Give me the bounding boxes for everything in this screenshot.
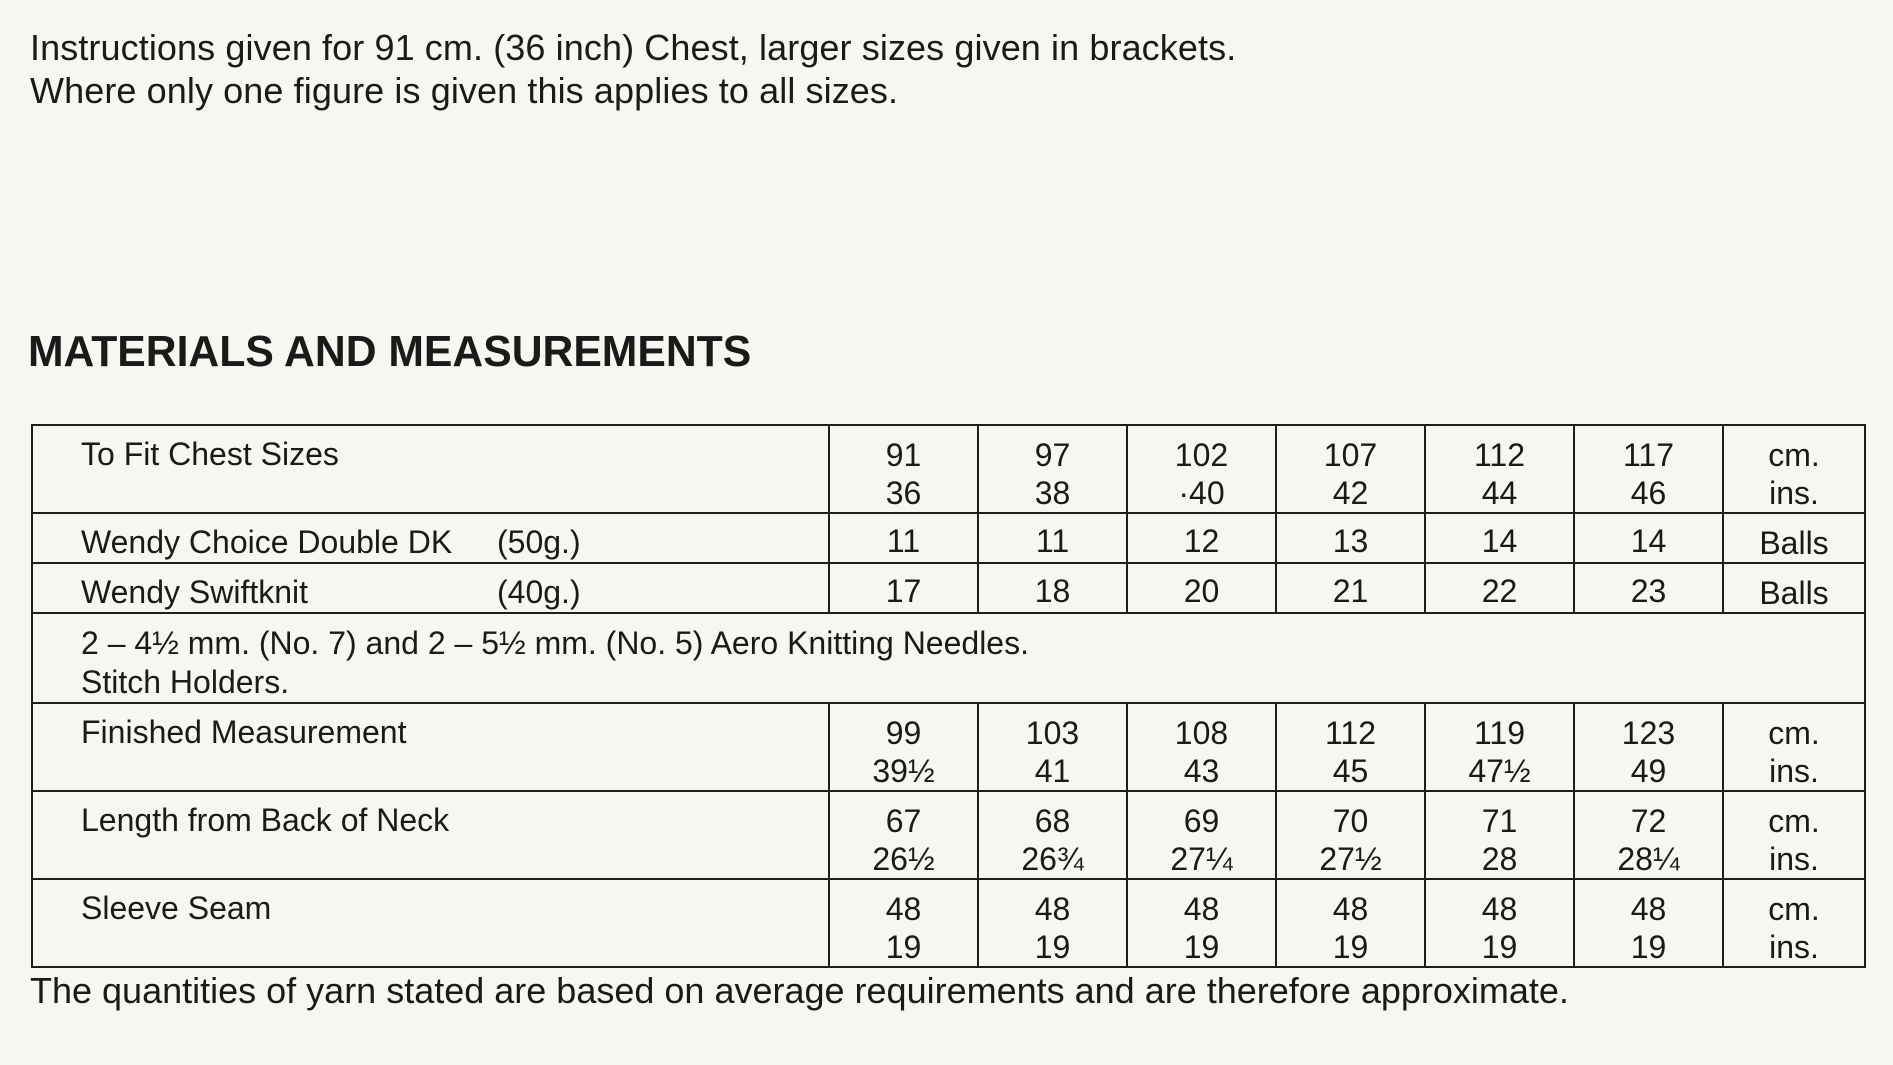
cell-ins: 38 bbox=[1034, 475, 1071, 511]
table-cell: 12 bbox=[1127, 513, 1276, 563]
table-row-needles bbox=[32, 613, 1865, 703]
table-row-finished-measurement bbox=[32, 703, 1865, 791]
table-cell bbox=[1127, 879, 1276, 967]
yarn-name: Wendy Choice Double DK bbox=[81, 524, 453, 560]
cell-cm: 68 bbox=[1034, 803, 1071, 839]
cell-cm: 48 bbox=[1630, 891, 1667, 927]
row-label: Length from Back of Neck bbox=[32, 791, 829, 879]
table-cell bbox=[978, 879, 1127, 967]
cell-cm: 103 bbox=[1025, 715, 1080, 751]
cell-cm: 48 bbox=[1034, 891, 1071, 927]
unit-ins: ins. bbox=[1769, 753, 1819, 789]
unit-ins: ins. bbox=[1769, 929, 1819, 965]
cell-ins: ·40 bbox=[1178, 475, 1225, 511]
table-cell: 13 bbox=[1276, 513, 1425, 563]
cell-ins: 46 bbox=[1630, 475, 1667, 511]
cell-ins: 19 bbox=[1481, 929, 1518, 965]
cell-cm: 99 bbox=[885, 715, 922, 751]
table-cell bbox=[829, 879, 978, 967]
holders-line: Stitch Holders. bbox=[81, 664, 290, 700]
cell-cm: 48 bbox=[1481, 891, 1518, 927]
table-row-wendy-swiftknit bbox=[32, 563, 1865, 613]
intro-line-1: Instructions given for 91 cm. (36 inch) Chest, larger sizes given in brackets. bbox=[30, 27, 1237, 68]
cell-ins: 47½ bbox=[1468, 753, 1531, 789]
table-cell bbox=[1574, 425, 1723, 513]
section-heading: MATERIALS AND MEASUREMENTS bbox=[28, 327, 752, 376]
cell-cm: 48 bbox=[1332, 891, 1369, 927]
table-cell: 18 bbox=[978, 563, 1127, 613]
needles-line: 2 – 4½ mm. (No. 7) and 2 – 5½ mm. (No. 5) Aero Knitting Needles. bbox=[81, 625, 1029, 661]
cell-cm: 123 bbox=[1621, 715, 1676, 751]
cell-ins: 28¼ bbox=[1617, 841, 1680, 877]
yarn-weight: (50g.) bbox=[497, 524, 581, 560]
cell-cm: 117 bbox=[1622, 437, 1674, 473]
footer-note: The quantities of yarn stated are based on average requirements and are therefore approximate. bbox=[30, 970, 1569, 1011]
cell-cm: 102 bbox=[1174, 437, 1229, 473]
table-row-chest-sizes bbox=[32, 425, 1865, 513]
cell-ins: 26½ bbox=[872, 841, 935, 877]
table-cell bbox=[1574, 879, 1723, 967]
row-label bbox=[32, 563, 829, 613]
cell-ins: 44 bbox=[1481, 475, 1518, 511]
cell-cm: 91 bbox=[885, 437, 922, 473]
cell-ins: 19 bbox=[1034, 929, 1071, 965]
intro-text bbox=[30, 26, 1236, 112]
cell-ins: 49 bbox=[1630, 753, 1667, 789]
row-label bbox=[32, 513, 829, 563]
unit-cm: cm. bbox=[1768, 891, 1820, 927]
table-cell: 17 bbox=[829, 563, 978, 613]
table-row-wendy-choice bbox=[32, 513, 1865, 563]
cell-ins: 42 bbox=[1332, 475, 1369, 511]
cell-ins: 28 bbox=[1481, 841, 1518, 877]
table-cell bbox=[1276, 425, 1425, 513]
table-cell: 20 bbox=[1127, 563, 1276, 613]
cell-ins: 41 bbox=[1034, 753, 1071, 789]
unit-cm: cm. bbox=[1768, 803, 1820, 839]
table-cell bbox=[1276, 703, 1425, 791]
table-cell bbox=[978, 703, 1127, 791]
table-cell bbox=[1574, 703, 1723, 791]
cell-ins: 19 bbox=[1183, 929, 1220, 965]
table-cell: 11 bbox=[829, 513, 978, 563]
cell-ins: 26¾ bbox=[1021, 841, 1084, 877]
yarn-name: Wendy Swiftknit bbox=[81, 574, 309, 610]
table-cell bbox=[978, 425, 1127, 513]
table-cell bbox=[978, 791, 1127, 879]
unit-cm: cm. bbox=[1768, 715, 1820, 751]
cell-ins: 45 bbox=[1332, 753, 1369, 789]
cell-ins: 19 bbox=[1630, 929, 1667, 965]
unit-cell bbox=[1723, 703, 1865, 791]
cell-ins: 27¼ bbox=[1170, 841, 1233, 877]
cell-ins: 19 bbox=[885, 929, 922, 965]
row-label: To Fit Chest Sizes bbox=[32, 425, 829, 513]
cell-cm: 67 bbox=[885, 803, 922, 839]
cell-cm: 107 bbox=[1323, 437, 1378, 473]
unit-cell bbox=[1723, 425, 1865, 513]
table-cell: 11 bbox=[978, 513, 1127, 563]
cell-cm: 48 bbox=[885, 891, 922, 927]
cell-ins: 43 bbox=[1183, 753, 1220, 789]
needles-cell bbox=[32, 613, 1865, 703]
table-cell bbox=[1574, 791, 1723, 879]
cell-cm: 71 bbox=[1481, 803, 1518, 839]
cell-cm: 72 bbox=[1630, 803, 1667, 839]
cell-ins: 19 bbox=[1332, 929, 1369, 965]
unit-cell bbox=[1723, 791, 1865, 879]
table-cell bbox=[1425, 703, 1574, 791]
unit-cell: Balls bbox=[1723, 513, 1865, 563]
table-cell: 23 bbox=[1574, 563, 1723, 613]
unit-cell bbox=[1723, 879, 1865, 967]
cell-cm: 48 bbox=[1183, 891, 1220, 927]
table-cell: 22 bbox=[1425, 563, 1574, 613]
table-cell bbox=[1127, 791, 1276, 879]
unit-ins: ins. bbox=[1769, 841, 1819, 877]
table-cell bbox=[1127, 425, 1276, 513]
unit-ins: ins. bbox=[1769, 475, 1819, 511]
row-label: Finished Measurement bbox=[32, 703, 829, 791]
materials-table bbox=[31, 424, 1866, 968]
table-cell: 21 bbox=[1276, 563, 1425, 613]
table-cell: 14 bbox=[1574, 513, 1723, 563]
cell-cm: 108 bbox=[1174, 715, 1229, 751]
cell-ins: 27½ bbox=[1319, 841, 1382, 877]
cell-cm: 69 bbox=[1183, 803, 1220, 839]
table-cell bbox=[1276, 791, 1425, 879]
table-cell bbox=[829, 425, 978, 513]
row-label: Sleeve Seam bbox=[32, 879, 829, 967]
table-cell bbox=[829, 791, 978, 879]
table-cell bbox=[829, 703, 978, 791]
cell-cm: 119 bbox=[1473, 715, 1525, 751]
cell-cm: 112 bbox=[1324, 715, 1376, 751]
cell-cm: 97 bbox=[1034, 437, 1071, 473]
cell-ins: 39½ bbox=[872, 753, 935, 789]
cell-cm: 70 bbox=[1332, 803, 1369, 839]
table-cell bbox=[1127, 703, 1276, 791]
unit-cell: Balls bbox=[1723, 563, 1865, 613]
table-row-length bbox=[32, 791, 1865, 879]
table-row-sleeve-seam bbox=[32, 879, 1865, 967]
table-cell bbox=[1425, 879, 1574, 967]
unit-cm: cm. bbox=[1768, 437, 1820, 473]
table-cell bbox=[1425, 791, 1574, 879]
yarn-weight: (40g.) bbox=[497, 574, 581, 610]
cell-cm: 112 bbox=[1473, 437, 1525, 473]
table-cell bbox=[1276, 879, 1425, 967]
table-cell: 14 bbox=[1425, 513, 1574, 563]
cell-ins: 36 bbox=[885, 475, 922, 511]
intro-line-2: Where only one figure is given this applies to all sizes. bbox=[30, 70, 899, 111]
table-cell bbox=[1425, 425, 1574, 513]
